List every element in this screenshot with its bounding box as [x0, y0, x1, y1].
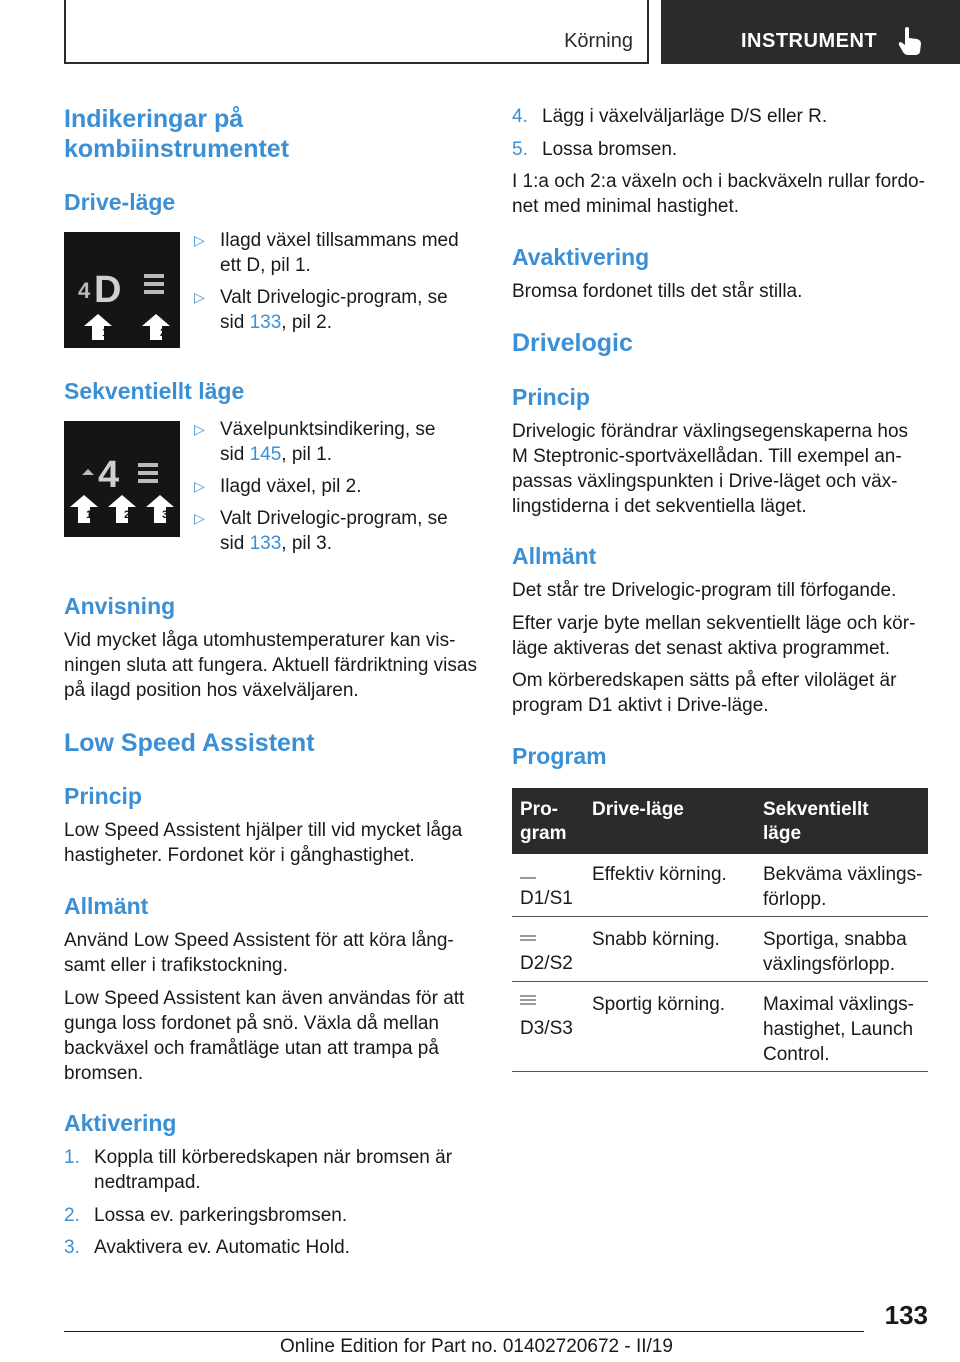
drivelogic-general-p1: Det står tre Drivelogic-program till förfogande. [512, 580, 897, 601]
drivelogic-general-p2-line1: Efter varje byte mellan sekventiellt läge och kör- [512, 613, 916, 634]
table-header-sequential-mode: Sekventiellt läge [763, 799, 869, 844]
lsa-general-p1-line1: Använd Low Speed Assistent för att köra lång- [64, 930, 454, 951]
table-row-3-drive: Sportig körning. [592, 994, 726, 1015]
lsa-general-p2-line3: backväxel och framåtläge utan att trampa på [64, 1038, 439, 1059]
drive-letter: D [94, 269, 122, 311]
table-row-divider [512, 1071, 928, 1072]
note-line-2: ningen sluta att fungera. Aktuell färdriktning visas [64, 655, 477, 676]
drivelogic-heading: Drivelogic [512, 329, 633, 357]
table-row-1-program: D1/S1 [520, 888, 573, 909]
header-section-label: Körning [564, 30, 633, 52]
activation-heading: Aktivering [64, 1110, 177, 1136]
drive-bullet-2-line2: sid 133, pil 2. [220, 312, 332, 333]
lsa-principle-line-1: Low Speed Assistent hjälper till vid mycket låga [64, 820, 463, 841]
lsa-general-p1-line2: samt eller i trafikstockning. [64, 955, 288, 976]
seq-bullet-3-line2: sid 133, pil 3. [220, 533, 332, 554]
program-3-icon [520, 994, 536, 1006]
creep-line-2: net med minimal hastighet. [512, 196, 740, 217]
triangle-bullet-icon: ▷ [194, 421, 205, 437]
sequential-mode-display-image [64, 421, 180, 537]
lsa-general-p2-line1: Low Speed Assistent kan även användas för att [64, 988, 465, 1009]
drive-mode-display-image [64, 232, 180, 348]
page-link-133[interactable]: 133 [249, 312, 282, 333]
activation-step-3: Avaktivera ev. Automatic Hold. [94, 1237, 350, 1258]
activation-step-2: Lossa ev. parkeringsbromsen. [94, 1205, 348, 1226]
drive-bullet-1-line2: ett D, pil 1. [220, 255, 311, 276]
table-header-program: Pro- gram [520, 799, 567, 844]
drivelogic-general-p2-line2: läge aktiveras det senast aktiva programmet. [512, 638, 891, 659]
triangle-bullet-icon: ▷ [194, 232, 205, 248]
table-row-divider [512, 916, 928, 917]
lsa-general-p2-line2: gunga loss fordonet på snö. Växla då mellan [64, 1013, 439, 1034]
table-header-drive-mode: Drive-läge [592, 799, 684, 820]
program-2-icon [520, 930, 536, 942]
creep-line-1: I 1:a och 2:a växeln och i backväxeln rullar fordo- [512, 171, 925, 192]
drive-bullet-1-line1: Ilagd växel tillsammans med [220, 230, 459, 251]
deactivation-heading: Avaktivering [512, 244, 650, 270]
drive-gear-number: 4 [78, 278, 91, 303]
drivelogic-principle-line-4: lingstiderna i det sekventiella läget. [512, 496, 807, 517]
header-chapter-label: INSTRUMENT [741, 30, 878, 52]
program-1-icon [520, 868, 536, 880]
triangle-bullet-icon: ▷ [194, 510, 205, 526]
activation-step-5: Lossa bromsen. [542, 139, 678, 160]
lsa-general-heading: Allmänt [64, 893, 149, 919]
table-row-1-seq: Bekväma växlings- förlopp. [763, 864, 923, 910]
seq-arrow-3-label: 3 [162, 509, 169, 521]
program-heading: Program [512, 743, 607, 769]
table-row-3-program: D3/S3 [520, 1018, 573, 1039]
seq-bullet-1-line1: Växelpunktsindikering, se [220, 419, 436, 440]
step-number: 2. [64, 1205, 80, 1226]
drivelogic-principle-line-3: passas växlingspunkten i Drive-läget och väx- [512, 471, 898, 492]
drivelogic-general-p3-line1: Om körberedskapen sätts på efter viloläget är [512, 670, 897, 691]
activation-step-1-line2: nedtrampad. [94, 1172, 201, 1193]
drivelogic-principle-line-1: Drivelogic förändrar växlingsegenskaperna hos [512, 421, 909, 442]
footer-edition: Online Edition for Part no. 01402720672 - II/19 [280, 1336, 673, 1357]
activation-step-4: Lägg i växelväljarläge D/S eller R. [542, 106, 828, 127]
lsa-principle-line-2: hastigheter. Fordonet kör i gånghastighet. [64, 845, 415, 866]
table-row-2-drive: Snabb körning. [592, 929, 720, 950]
table-header [512, 788, 928, 854]
sequential-mode-heading: Sekventiellt läge [64, 378, 245, 404]
drivelogic-general-heading: Allmänt [512, 543, 597, 569]
footer-divider [64, 1331, 864, 1332]
table-row-2-seq: Sportiga, snabba växlingsförlopp. [763, 929, 907, 975]
lsa-principle-heading: Princip [64, 783, 142, 809]
seq-bullet-2: Ilagd växel, pil 2. [220, 476, 362, 497]
step-number: 3. [64, 1237, 80, 1258]
page-number: 133 [884, 1300, 928, 1330]
triangle-bullet-icon: ▷ [194, 289, 205, 305]
note-line-1: Vid mycket låga utomhustemperaturer kan vis- [64, 630, 456, 651]
seq-bullet-1-line2: sid 145, pil 1. [220, 444, 332, 465]
page-title-line1: Indikeringar på [64, 105, 244, 133]
lsa-general-p2-line4: bromsen. [64, 1063, 144, 1084]
activation-step-1-line1: Koppla till körberedskapen när bromsen är [94, 1147, 453, 1168]
page-link-133[interactable]: 133 [249, 533, 282, 554]
table-row-divider [512, 981, 928, 982]
table-row-1-drive: Effektiv körning. [592, 864, 727, 885]
seq-arrow-2-label: 2 [124, 509, 131, 521]
step-number: 1. [64, 1147, 80, 1168]
low-speed-assistent-heading: Low Speed Assistent [64, 729, 315, 757]
seq-arrow-1-label: 1 [86, 509, 93, 521]
table-row-3-seq: Maximal växlings- hastighet, Launch Control. [763, 994, 914, 1065]
drivelogic-principle-heading: Princip [512, 384, 590, 410]
drive-arrow-1-label: 1 [102, 327, 109, 339]
seq-gear-number: 4 [98, 454, 120, 496]
step-number: 4. [512, 106, 528, 127]
drivelogic-principle-line-2: M Steptronic-sportväxellådan. Till exempel an- [512, 446, 902, 467]
page-link-145[interactable]: 145 [249, 444, 282, 465]
pointing-hand-icon [897, 26, 923, 56]
page-title-line2: kombiinstrumentet [64, 135, 290, 163]
seq-bullet-3-line1: Valt Drivelogic-program, se [220, 508, 448, 529]
step-number: 5. [512, 139, 528, 160]
note-heading: Anvisning [64, 593, 176, 619]
triangle-bullet-icon: ▷ [194, 478, 205, 494]
drivelogic-general-p3-line2: program D1 aktivt i Drive-läge. [512, 695, 769, 716]
header-section-tab [64, 0, 649, 64]
table-row-2-program: D2/S2 [520, 953, 573, 974]
note-line-3: på ilagd position hos växelväljaren. [64, 680, 359, 701]
header-chapter-tab [661, 0, 960, 64]
deactivation-text: Bromsa fordonet tills det står stilla. [512, 281, 803, 302]
drive-arrow-2-label: 2 [160, 327, 167, 339]
drive-mode-heading: Drive-läge [64, 189, 176, 215]
drive-bullet-2-line1: Valt Drivelogic-program, se [220, 287, 448, 308]
